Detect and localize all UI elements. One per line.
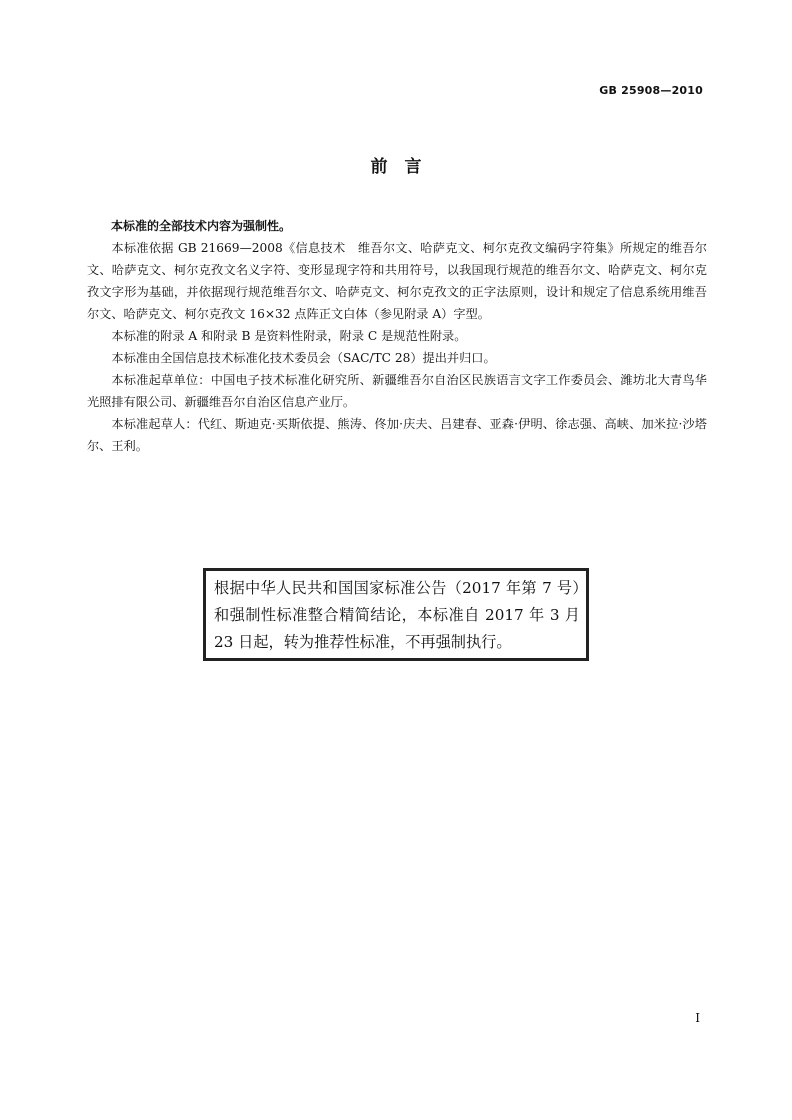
page-title: 前 言 bbox=[370, 157, 422, 177]
foreword-paragraph: 本标准起草单位：中国电子技术标准化研究所、新疆维吾尔自治区民族语言文字工作委员会、潍坊北大青鸟华光照排有限公司、新疆维吾尔自治区信息产业厅。 bbox=[87, 373, 707, 409]
foreword-paragraph: 本标准依据 GB 21669—2008《信息技术 维吾尔文、哈萨克文、柯尔克孜文编码字符集》所规定的维吾尔文、哈萨克文、柯尔克孜文名义字符、变形显现字符和共用符号，以我国现行规范的维吾尔文、哈萨克文、柯尔克孜文字形为基础，并依据现行规范维吾尔文、哈萨克文、柯尔克孜文的正字法原则，设计和规定了信息系统用维吾尔文、哈萨克文、柯尔克孜文 16×32 点阵正文白体（参见附录 A）字型。 bbox=[87, 241, 707, 321]
foreword-paragraph: 本标准由全国信息技术标准化技术委员会（SAC/TC 28）提出并归口。 bbox=[111, 351, 496, 365]
foreword-paragraph: 本标准起草人：代红、斯迪克·买斯依提、熊涛、佟加·庆夫、吕建春、亚森·伊明、徐志强、高峡、加米拉·沙塔尔、王利。 bbox=[87, 417, 707, 453]
status-change-notice: 根据中华人民共和国国家标准公告（2017 年第 7 号）和强制性标准整合精简结论，本标准自 2017 年 3 月 23 日起，转为推荐性标准，不再强制执行。 bbox=[203, 568, 589, 661]
foreword-paragraph: 本标准的附录 A 和附录 B 是资料性附录，附录 C 是规范性附录。 bbox=[111, 329, 467, 343]
foreword-body bbox=[87, 215, 707, 457]
page-number: I bbox=[695, 1011, 700, 1025]
mandatory-statement: 本标准的全部技术内容为强制性。 bbox=[111, 219, 292, 233]
standard-number: GB 25908—2010 bbox=[599, 84, 703, 97]
